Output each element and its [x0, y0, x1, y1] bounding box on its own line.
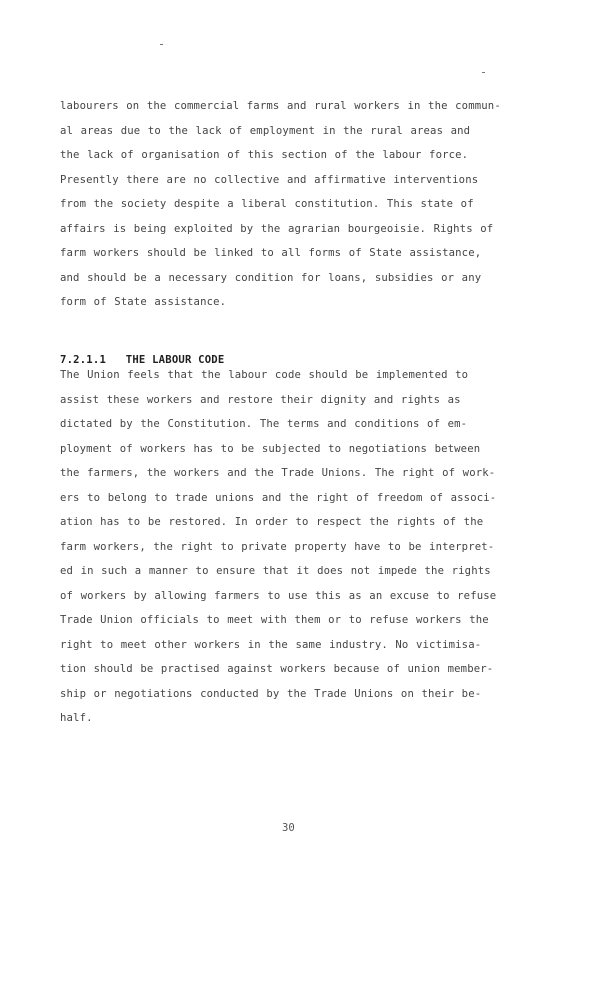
text-line: half.: [60, 712, 93, 724]
text-line: dictated by the Constitution. The terms and conditions of em-: [60, 418, 468, 430]
text-line: and should be a necessary condition for loans, subsidies or any: [60, 271, 482, 284]
text-line: ers to belong to trade unions and the right of freedom of associ-: [60, 491, 497, 504]
text-line: al areas due to the lack of employment in the rural areas and: [60, 124, 471, 137]
text-line: ed in such a manner to ensure that it does not impede the rights: [60, 565, 491, 577]
text-line: from the society despite a liberal constitution. This state of: [60, 198, 474, 210]
text-line: ation has to be restored. In order to respect the rights of the: [60, 516, 484, 528]
scan-artifact-speck: [482, 72, 485, 73]
text-line: ship or negotiations conducted by the Trade Unions on their be-: [60, 687, 482, 700]
text-line: Presently there are no collective and affirmative interventions: [60, 173, 479, 186]
text-line: farm workers, the right to private property have to be interpret-: [60, 540, 495, 553]
text-line: Trade Union officials to meet with them or to refuse workers the: [60, 614, 489, 626]
text-line: ployment of workers has to be subjected to negotiations between: [60, 442, 481, 455]
page-number: 30: [282, 822, 295, 834]
text-line: the lack of organisation of this section of the labour force.: [60, 149, 469, 161]
text-line: form of State assistance.: [60, 296, 227, 308]
text-line: of workers by allowing farmers to use this as an excuse to refuse: [60, 589, 497, 602]
text-line: affairs is being exploited by the agrarian bourgeoisie. Rights of: [60, 222, 494, 235]
text-line: farm workers should be linked to all forms of State assistance,: [60, 247, 482, 259]
text-line: right to meet other workers in the same industry. No victimisa-: [60, 638, 482, 651]
text-line: The Union feels that the labour code should be implemented to: [60, 369, 469, 381]
text-line: assist these workers and restore their dignity and rights as: [60, 393, 461, 406]
scan-artifact-speck: [160, 44, 163, 45]
text-line: the farmers, the workers and the Trade Unions. The right of work-: [60, 467, 496, 479]
body-paragraph-farm-workers: [60, 94, 530, 315]
body-paragraph-labour-code: [60, 363, 530, 731]
text-line: labourers on the commercial farms and rural workers in the commun-: [60, 100, 501, 112]
text-line: tion should be practised against workers because of union member-: [60, 663, 494, 675]
section-heading: 7.2.1.1 THE LABOUR CODE: [60, 354, 225, 366]
